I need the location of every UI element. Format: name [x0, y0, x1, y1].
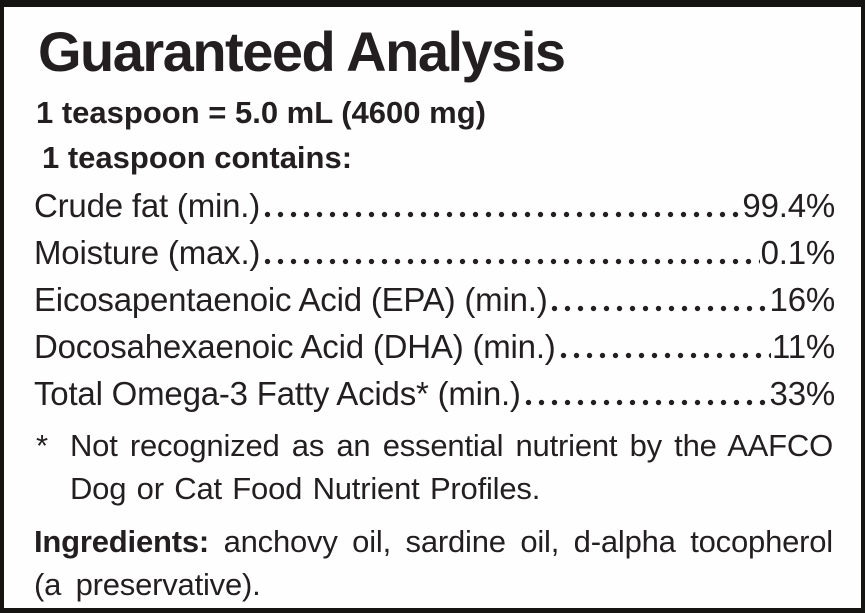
nutrient-name: Moisture (max.): [34, 234, 261, 271]
footnote-text: Not recognized as an essential nutrient by the AAFCO Dog or Cat Food Nutrient Profiles.: [70, 428, 833, 506]
dot-leader: [522, 370, 769, 417]
dot-leader: [548, 276, 768, 323]
contains-line: 1 teaspoon contains:: [42, 140, 353, 175]
nutrient-value: 99.4%: [742, 187, 835, 224]
ingredients-line: [34, 520, 835, 606]
dot-leader: [261, 229, 759, 276]
nutrient-value: 33%: [769, 375, 835, 412]
ingredients-label: Ingredients:: [34, 524, 210, 559]
dot-leader: [261, 182, 741, 229]
nutrient-name: Docosahexaenoic Acid (DHA) (min.): [34, 328, 556, 365]
nutrient-name: Total Omega-3 Fatty Acids* (min.): [34, 375, 521, 412]
analysis-row-moisture: [34, 229, 835, 276]
nutrient-name: Eicosapentaenoic Acid (EPA) (min.): [34, 281, 548, 318]
footnote-asterisk: *: [36, 428, 48, 463]
dot-leader: [557, 323, 771, 370]
nutrient-value: 11%: [772, 328, 835, 365]
analysis-row-omega3: [34, 370, 835, 417]
analysis-table: [34, 182, 835, 417]
analysis-row-epa: [34, 276, 835, 323]
serving-size-line: 1 teaspoon = 5.0 mL (4600 mg): [36, 95, 486, 130]
panel-title: Guaranteed Analysis: [38, 20, 565, 83]
analysis-row-crude-fat: [34, 182, 835, 229]
analysis-row-dha: [34, 323, 835, 370]
nutrient-value: 0.1%: [760, 234, 835, 271]
nutrient-name: Crude fat (min.): [34, 187, 261, 224]
nutrient-value: 16%: [769, 281, 835, 318]
footnote: [34, 424, 835, 510]
ingredients-text: anchovy oil, sardine oil, d-alpha tocopherol (a preservative).: [34, 524, 833, 602]
